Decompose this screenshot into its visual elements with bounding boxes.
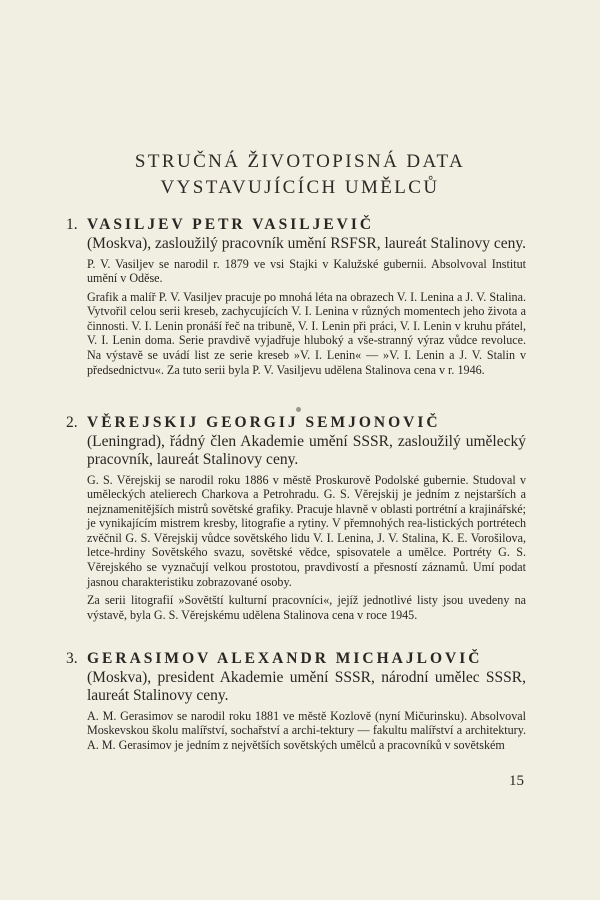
separator-dot <box>296 407 301 412</box>
entry-vasiljev <box>66 216 526 377</box>
page-number: 15 <box>509 773 524 789</box>
biography-paragraph: A. M. Gerasimov se narodil roku 1881 ve městě Kozlově (nyní Mičurinsku). Absolvoval Moskevskou školu malířství, sochařství a archi-tektury — fakultu malířství a architektury. A. M. Gerasimov je jedním z největších sovětských umělců a pracovníků v sovětském <box>87 708 526 752</box>
entry-heading <box>66 216 526 235</box>
page-title-line-2: VYSTAVUJÍCÍCH UMĚLCŮ <box>160 177 440 198</box>
entry-number: 3. <box>66 650 78 667</box>
artist-name: VASILJEV PETR VASILJEVIČ <box>87 216 375 233</box>
artist-name: GERASIMOV ALEXANDR MICHAJLOVIČ <box>87 650 483 667</box>
artist-name: VĚREJSKIJ GEORGIJ SEMJONOVIČ <box>87 414 441 431</box>
biography-paragraph: P. V. Vasiljev se narodil r. 1879 ve vsi Stajki v Kalužské gubernii. Absolvoval Institut umění v Oděse. <box>87 256 526 286</box>
entry-verejskij <box>66 414 526 622</box>
biography-paragraph: Za serii litografií »Sovětští kulturní pracovníci«, jejíž jednotlivé listy jsou uvedeny na výstavě, byla G. S. Věrejskému udělena Stalinova cena v roce 1945. <box>87 593 526 622</box>
biography-paragraph: Grafik a malíř P. V. Vasiljev pracuje po mnohá léta na obrazech V. I. Lenina a J. V. Stalina. Vytvořil celou serii kreseb, zachycujících V. I. Lenina v různých momentech jeho života a činnosti. V. I. Lenin pronáší řeč na tribuně, V. I. Lenin při práci, V. I. Lenin v kruhu přátel, V. I. Lenin doma. Serie pravdivě vyjadřuje hluboký a vše-stranný výraz vůdce revoluce. Na výstavě se uvádí list ze serie kreseb »V. I. Lenin« — »V. I. Lenin a J. V. Stalin v předsednictvu«. Za tuto serii byla P. V. Vasiljevu udělena Stalinova cena v r. 1946. <box>87 289 526 377</box>
biography-paragraph: G. S. Věrejskij se narodil roku 1886 v městě Proskurově Podolské gubernie. Studoval v uměleckých atelierech Charkova a Petrohradu. G. S. Věrejskij je jedním z nejstarších a nejznamenitějších mistrů sovětské grafiky. Pracuje hlavně v oblasti portrétní a krajinářské; je vynikajícím mistrem kresby, litografie a rytiny. V přemnohých rea-listických portrétech zvěčnil G. S. Věrejskij vůdce sovětského lidu V. I. Lenina, J. V. Stalina, K. E. Vorošilova, letce-hrdiny Sovětského svazu, sovětské vědce, spisovatele a umělce. Portréty G. S. Věrejského se vyznačují velkou prostotou, pravdivostí a přesností záznamů. Umí podat jasnou charakteristiku zobrazované osoby. <box>87 472 526 589</box>
artist-description: (Moskva), zasloužilý pracovník umění RSFSR, laureát Stalinovy ceny. <box>87 234 526 252</box>
artist-description: (Moskva), president Akademie umění SSSR, národní umělec SSSR, laureát Stalinovy ceny. <box>87 668 526 704</box>
entry-heading <box>66 650 526 669</box>
entry-gerasimov <box>66 650 526 752</box>
page-title-line-1: STRUČNÁ ŽIVOTOPISNÁ DATA <box>134 151 466 172</box>
entry-number: 1. <box>66 216 78 233</box>
artist-description: (Leningrad), řádný člen Akademie umění SSSR, zasloužilý umělecký pracovník, laureát Stalinovy ceny. <box>87 432 526 468</box>
entry-heading <box>66 414 526 433</box>
entry-number: 2. <box>66 414 78 431</box>
